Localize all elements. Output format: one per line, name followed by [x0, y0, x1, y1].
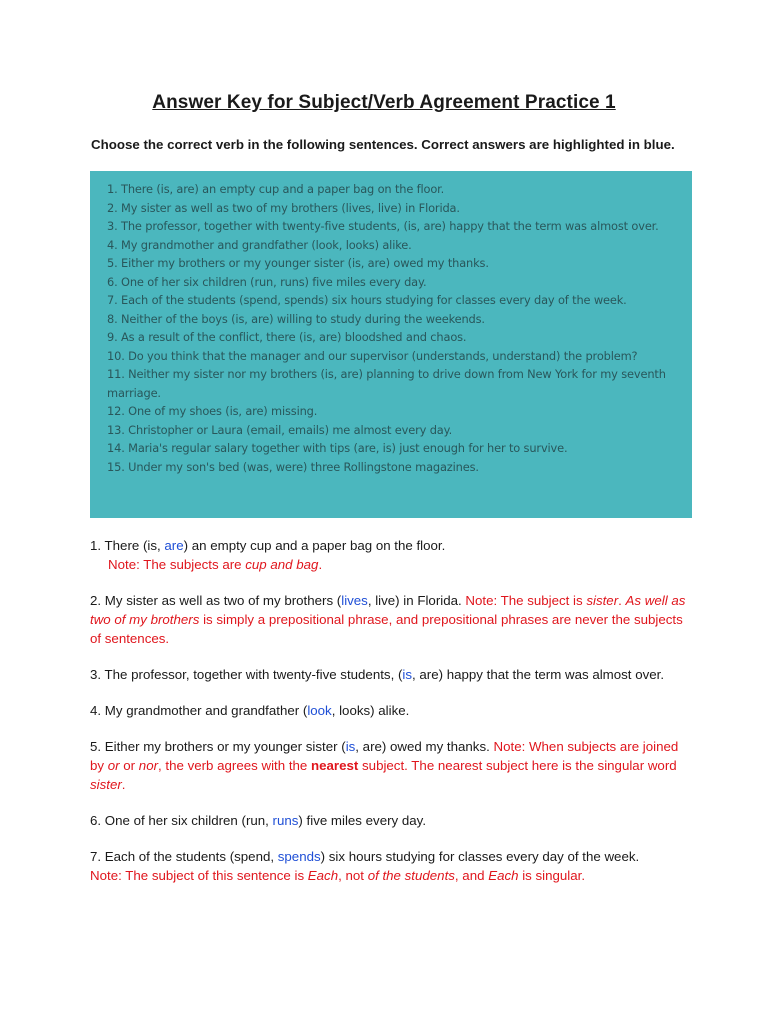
- note-text: is simply a prepositional phrase, and prepositional phrases are never the subjects of sentences.: [90, 612, 683, 646]
- sentence-text: ) five miles every day.: [298, 813, 427, 828]
- sentence-text: 6. One of her six children (run,: [90, 813, 273, 828]
- answer-item-2: [90, 591, 690, 648]
- note-text: .: [318, 557, 323, 572]
- sentence-text: 7. Each of the students (spend,: [90, 849, 278, 864]
- note-text: subject. The nearest subject here is the singular word: [358, 758, 677, 773]
- answer-sentence: [90, 847, 690, 866]
- answer-item-3: [90, 665, 690, 684]
- list-item: 7. Each of the students (spend, spends) six hours studying for classes every day of the week.: [107, 293, 627, 307]
- list-item: 12. One of my shoes (is, are) missing.: [107, 404, 318, 418]
- answer-note: [90, 555, 690, 574]
- list-item: 8. Neither of the boys (is, are) willing to study during the weekends.: [107, 311, 485, 326]
- sentence-text: 1. There (is,: [90, 538, 165, 553]
- list-item: 13. Christopher or Laura (email, emails) me almost every day.: [107, 422, 453, 437]
- list-item: 5. Either my brothers or my younger sister (is, are) owed my thanks.: [107, 256, 489, 270]
- correct-answer: is: [345, 739, 356, 754]
- list-item: 9. As a result of the conflict, there (is, are) bloodshed and chaos.: [107, 330, 467, 344]
- list-item: 14. Maria's regular salary together with tips (are, is) just enough for her to survive.: [107, 441, 568, 455]
- correct-answer: spends: [277, 849, 321, 864]
- sentence-text: 4. My grandmother and grandfather (: [90, 703, 308, 718]
- sentence-text: ) an empty cup and a paper bag on the floor.: [183, 538, 446, 553]
- practice-sentences-list: [107, 180, 688, 476]
- note-emphasis: sister: [586, 593, 619, 608]
- correct-answer: runs: [272, 813, 299, 828]
- answer-sentence: [90, 536, 690, 555]
- note-emphasis: cup and bag: [245, 557, 319, 572]
- list-item: 3. The professor, together with twenty-five students, (is, are) happy that the term was almost over.: [107, 219, 659, 233]
- note-text: Note: The subject is: [465, 593, 587, 608]
- note-emphasis: Each: [488, 868, 519, 883]
- correct-answer: look: [307, 703, 332, 718]
- note-strong: nearest: [311, 758, 359, 773]
- note-emphasis: of the students: [367, 868, 455, 883]
- answer-note: [90, 866, 690, 885]
- answer-item-1: [90, 536, 690, 574]
- note-emphasis: or: [107, 758, 120, 773]
- sentence-text: , looks) alike.: [331, 703, 410, 718]
- note-text: , and: [454, 868, 489, 883]
- instructions: Choose the correct verb in the following sentences. Correct answers are highlighted in blue.: [91, 137, 675, 152]
- correct-answer: lives: [341, 593, 368, 608]
- practice-sentences-box: [90, 171, 692, 518]
- note-text: Note: When subjects are joined by: [90, 739, 679, 773]
- list-item: 6. One of her six children (run, runs) five miles every day.: [107, 274, 427, 289]
- note-text: .: [121, 777, 126, 792]
- list-item: 15. Under my son's bed (was, were) three Rollingstone magazines.: [107, 459, 479, 474]
- answer-item-5: [90, 737, 690, 794]
- list-item: 4. My grandmother and grandfather (look, looks) alike.: [107, 237, 412, 252]
- answer-item-6: [90, 811, 690, 830]
- sentence-text: 2. My sister as well as two of my brothers (: [90, 593, 342, 608]
- list-item: 1. There (is, are) an empty cup and a paper bag on the floor.: [107, 182, 445, 196]
- page-title: Answer Key for Subject/Verb Agreement Practice 1: [152, 92, 616, 113]
- correct-answer: is: [402, 667, 412, 682]
- answer-item-7: [90, 847, 690, 885]
- note-text: .: [618, 593, 626, 608]
- answer-item-4: [90, 701, 690, 720]
- list-item: 2. My sister as well as two of my brothers (lives, live) in Florida.: [107, 200, 460, 215]
- sentence-text: , are) happy that the term was almost over.: [412, 667, 665, 682]
- note-emphasis: As well as two of my brothers: [90, 593, 686, 627]
- note-emphasis: sister: [90, 777, 122, 792]
- note-text: , not: [338, 868, 368, 883]
- sentence-text: 3. The professor, together with twenty-five students, (: [90, 667, 403, 682]
- note-emphasis: nor: [138, 758, 159, 773]
- sentence-text: , live) in Florida.: [367, 593, 466, 608]
- list-item: marriage.: [107, 385, 161, 400]
- sentence-text: , are) owed my thanks.: [355, 739, 494, 754]
- note-text: Note: The subjects are: [108, 557, 246, 572]
- correct-answer: are: [164, 538, 184, 553]
- sentence-text: ) six hours studying for classes every day of the week.: [320, 849, 640, 864]
- list-item: 11. Neither my sister nor my brothers (is, are) planning to drive down from New York for my seventh: [107, 367, 666, 381]
- note-text: is singular.: [518, 868, 586, 883]
- list-item: 10. Do you think that the manager and our supervisor (understands, understand) the problem?: [107, 348, 638, 363]
- note-emphasis: Each: [307, 868, 339, 883]
- answer-key: [90, 536, 690, 902]
- note-text: Note: The subject of this sentence is: [90, 868, 308, 883]
- sentence-text: 5. Either my brothers or my younger sister (: [90, 739, 346, 754]
- note-text: , the verb agrees with the: [158, 758, 312, 773]
- note-text: or: [119, 758, 139, 773]
